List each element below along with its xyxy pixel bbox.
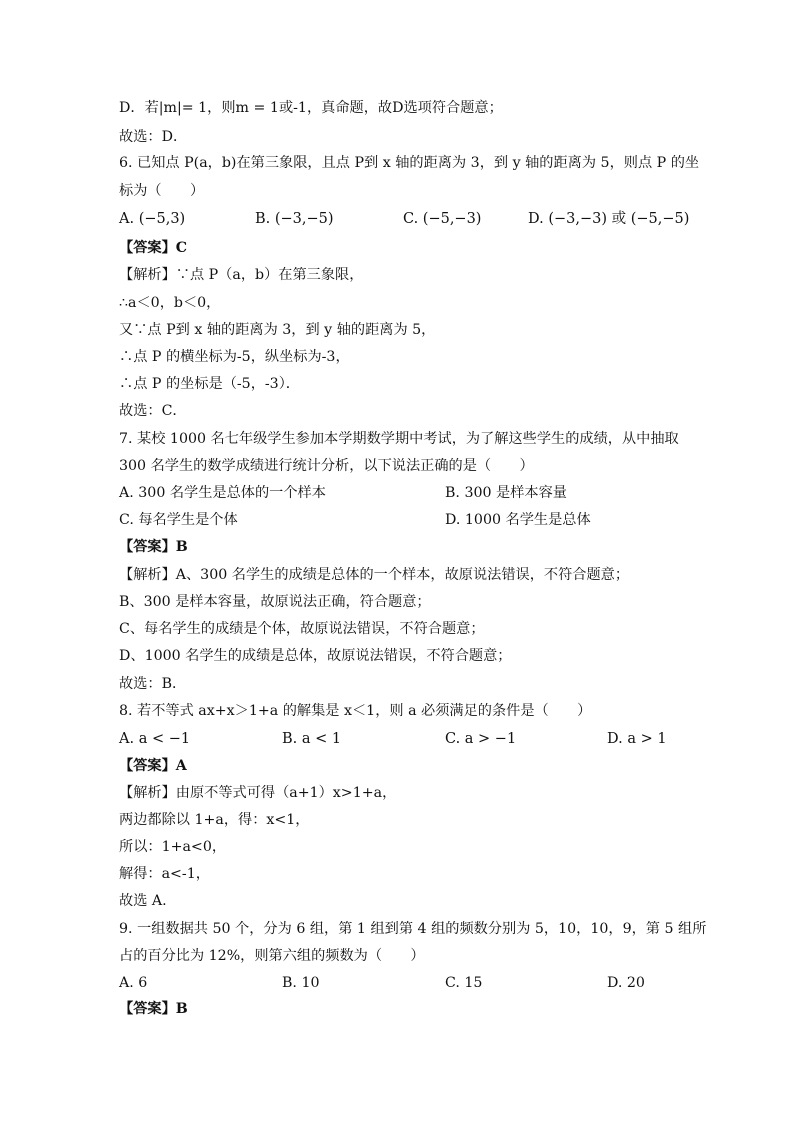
q5-choice: 故选：D．: [119, 129, 188, 145]
q9-answer: 【答案】B: [119, 1001, 188, 1017]
q9-option-a: A. 6: [119, 975, 148, 991]
q6-analysis-line: 【解析】∵点 P（a，b）在第三象限，: [119, 267, 364, 283]
q6-answer: 【答案】C: [119, 240, 188, 256]
q7-analysis-line: B、300 是样本容量，故原说法正确，符合题意；: [119, 594, 431, 610]
q6-stem-line1: 6. 已知点 P(a，b)在第三象限，且点 P到 x 轴的距离为 3，到 y 轴的距离为 5，则点 P 的坐: [119, 155, 700, 171]
q6-option-b: B. (−3,−5): [255, 211, 334, 227]
q7-option-b: B. 300 是样本容量: [445, 485, 567, 501]
q6-analysis-line: 又∵点 P到 x 轴的距离为 3，到 y 轴的距离为 5，: [119, 322, 436, 338]
q6-analysis-line: ∴点 P 的坐标是（-5，-3）．: [119, 376, 300, 392]
q8-option-d: D. a > 1: [607, 731, 667, 747]
q7-analysis-line: 【解析】A、300 名学生的成绩是总体的一个样本，故原说法错误，不符合题意；: [119, 567, 630, 583]
q7-option-a: A. 300 名学生是总体的一个样本: [119, 485, 326, 501]
q5-d-conclusion: D．若|m|= 1，则m = 1或-1，真命题，故D选项符合题意；: [119, 100, 503, 116]
q7-analysis-line: C、每名学生的成绩是个体，故原说法错误，不符合题意；: [119, 621, 485, 637]
q7-analysis-line: 故选：B．: [119, 676, 187, 692]
q9-option-b: B. 10: [282, 975, 320, 991]
q8-analysis-line: 两边都除以 1+a，得：x<1，: [119, 812, 310, 828]
q6-analysis-line: 故选：C．: [119, 403, 187, 419]
q9-option-d: D. 20: [607, 975, 645, 991]
q8-analysis-line: 所以：1+a<0，: [119, 839, 227, 855]
q8-analysis-line: 解得：a<-1，: [119, 866, 210, 882]
q7-answer: 【答案】B: [119, 539, 188, 555]
q9-stem-line2: 占的百分比为 12%，则第六组的频数为（ ）: [119, 948, 425, 964]
q8-stem: 8. 若不等式 ax+x＞1+a 的解集是 x＜1，则 a 必须满足的条件是（ ）: [119, 703, 592, 719]
q9-option-c: C. 15: [445, 975, 483, 991]
q6-analysis-line: ∴点 P 的横坐标为-5，纵坐标为-3，: [119, 349, 350, 365]
q8-analysis-line: 故选 A.: [119, 893, 167, 909]
q6-analysis-line: ∴a＜0，b＜0，: [119, 295, 221, 311]
q8-analysis-line: 【解析】由原不等式可得（a+1）x>1+a，: [119, 785, 397, 801]
q6-option-d: D. (−3,−3) 或 (−5,−5): [528, 211, 690, 227]
q6-stem-line2: 标为（ ）: [119, 183, 205, 199]
q7-analysis-line: D、1000 名学生的成绩是总体，故原说法错误，不符合题意；: [119, 648, 512, 664]
q6-option-c: C. (−5,−3): [403, 211, 482, 227]
q8-option-b: B. a < 1: [282, 731, 342, 747]
q8-option-c: C. a > −1: [445, 731, 517, 747]
q6-option-a: A. (−5,3): [119, 211, 186, 227]
q9-stem-line1: 9. 一组数据共 50 个，分为 6 组，第 1 组到第 4 组的频数分别为 5，10，10，9，第 5 组所: [119, 921, 707, 937]
q7-stem-line2: 300 名学生的数学成绩进行统计分析，以下说法正确的是（ ）: [119, 458, 534, 474]
q8-answer: 【答案】A: [119, 758, 187, 774]
q7-option-c: C. 每名学生是个体: [119, 512, 238, 528]
q8-option-a: A. a < −1: [119, 731, 191, 747]
q7-stem-line1: 7. 某校 1000 名七年级学生参加本学期数学期中考试，为了解这些学生的成绩，从中抽取: [119, 431, 679, 447]
q7-option-d: D. 1000 名学生是总体: [445, 512, 591, 528]
